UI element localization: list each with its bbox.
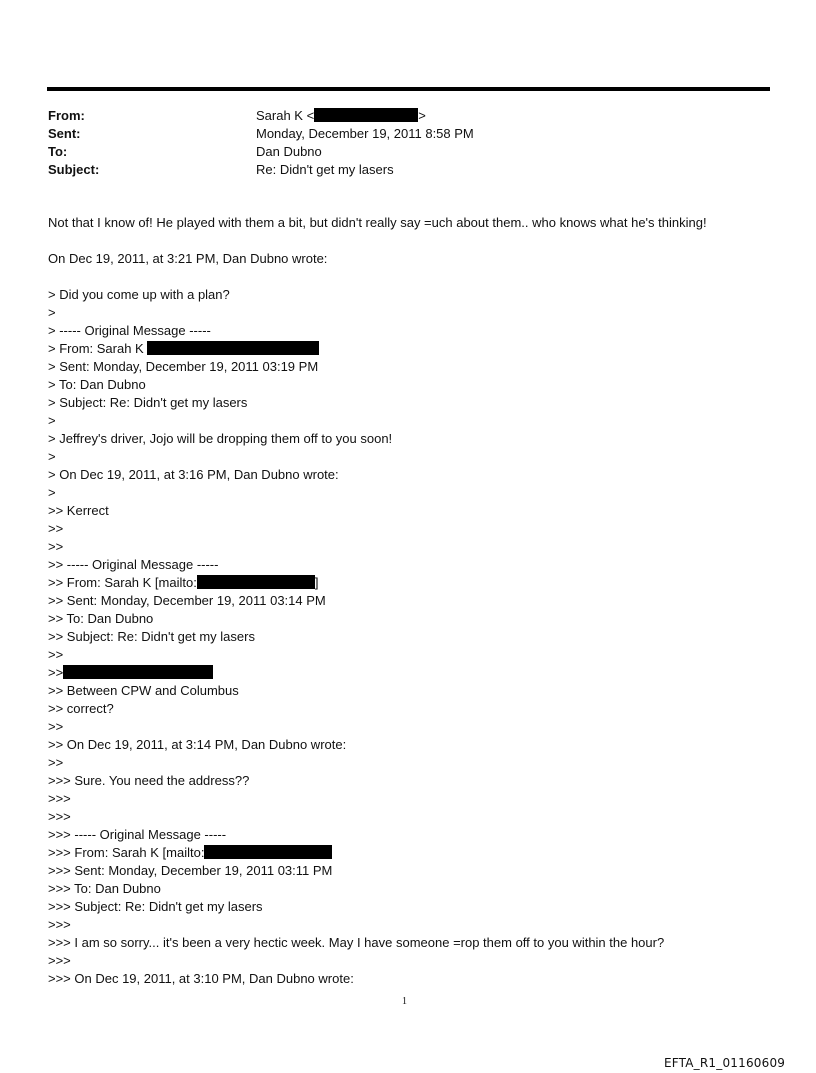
quote-marker: >> <box>48 665 64 680</box>
quote-line: >> ----- Original Message ----- <box>48 557 219 572</box>
quote-line: > <box>48 485 56 500</box>
from-close: > <box>418 108 426 123</box>
quote-line <box>48 574 318 592</box>
quote-line: > <box>48 305 56 320</box>
quote-line: >> <box>48 755 64 770</box>
redaction-block <box>204 845 332 859</box>
quote-line: >> To: Dan Dubno <box>48 611 154 626</box>
quote-line <box>48 844 332 862</box>
quote-line: >> Kerrect <box>48 503 109 518</box>
quote-line: > Subject: Re: Didn't get my lasers <box>48 395 248 410</box>
from-value <box>256 107 426 125</box>
document-id: EFTA_R1_01160609 <box>664 1056 786 1070</box>
quote-line: >> Between CPW and Columbus <box>48 683 239 698</box>
quote-line: >>> Sure. You need the address?? <box>48 773 250 788</box>
redaction-block <box>63 665 213 679</box>
sent-value: Monday, December 19, 2011 8:58 PM <box>256 126 474 141</box>
to-value: Dan Dubno <box>256 144 322 159</box>
quote-line: >>> Sent: Monday, December 19, 2011 03:11 PM <box>48 863 333 878</box>
quote-line: >>> <box>48 953 71 968</box>
quote-from-text: > From: Sarah K <box>48 341 144 356</box>
attribution-line: On Dec 19, 2011, at 3:21 PM, Dan Dubno wrote: <box>48 251 328 266</box>
quote-line: > To: Dan Dubno <box>48 377 146 392</box>
quote-line: >> <box>48 521 64 536</box>
page-number: 1 <box>402 996 407 1007</box>
quote-line: >> correct? <box>48 701 114 716</box>
header-rule <box>47 87 770 91</box>
redaction-block <box>314 108 418 122</box>
subject-value: Re: Didn't get my lasers <box>256 162 394 177</box>
quote-line: >> Subject: Re: Didn't get my lasers <box>48 629 255 644</box>
to-label: To: <box>48 144 68 159</box>
reply-text: Not that I know of! He played with them a bit, but didn't really say =uch about them.. who knows what he's thinking! <box>48 215 707 230</box>
quote-line: >> <box>48 647 64 662</box>
quote-from-text: >>> From: Sarah K [mailto: <box>48 845 205 860</box>
quote-line: > Did you come up with a plan? <box>48 287 230 302</box>
sent-label: Sent: <box>48 126 81 141</box>
quote-line: >>> <box>48 791 71 806</box>
quote-line: > <box>48 413 56 428</box>
quote-line: > Sent: Monday, December 19, 2011 03:19 PM <box>48 359 319 374</box>
quote-line: > ----- Original Message ----- <box>48 323 211 338</box>
quote-line: >>> I am so sorry... it's been a very hectic week. May I have someone =rop them off to you within the hour? <box>48 935 665 950</box>
quote-line: >>> ----- Original Message ----- <box>48 827 227 842</box>
quote-line: >>> To: Dan Dubno <box>48 881 161 896</box>
quote-line: > On Dec 19, 2011, at 3:16 PM, Dan Dubno wrote: <box>48 467 339 482</box>
quote-line: >> <box>48 539 64 554</box>
subject-label: Subject: <box>48 162 100 177</box>
quote-line: >> Sent: Monday, December 19, 2011 03:14 PM <box>48 593 326 608</box>
quote-line: >> On Dec 19, 2011, at 3:14 PM, Dan Dubno wrote: <box>48 737 347 752</box>
quote-from-text: >> From: Sarah K [mailto: <box>48 575 197 590</box>
quote-line: >>> On Dec 19, 2011, at 3:10 PM, Dan Dubno wrote: <box>48 971 354 986</box>
redaction-block <box>197 575 315 589</box>
quote-line <box>48 340 319 358</box>
redaction-block <box>147 341 319 355</box>
from-sender: Sarah K < <box>256 108 315 123</box>
quote-line: > Jeffrey's driver, Jojo will be dropping them off to you soon! <box>48 431 393 446</box>
quote-line: > <box>48 449 56 464</box>
from-label: From: <box>48 108 85 123</box>
bracket-close: ] <box>314 575 319 590</box>
quote-line: >>> <box>48 917 71 932</box>
quote-line <box>48 664 213 682</box>
quote-line: >>> Subject: Re: Didn't get my lasers <box>48 899 263 914</box>
quote-line: >> <box>48 719 64 734</box>
quote-line: >>> <box>48 809 71 824</box>
